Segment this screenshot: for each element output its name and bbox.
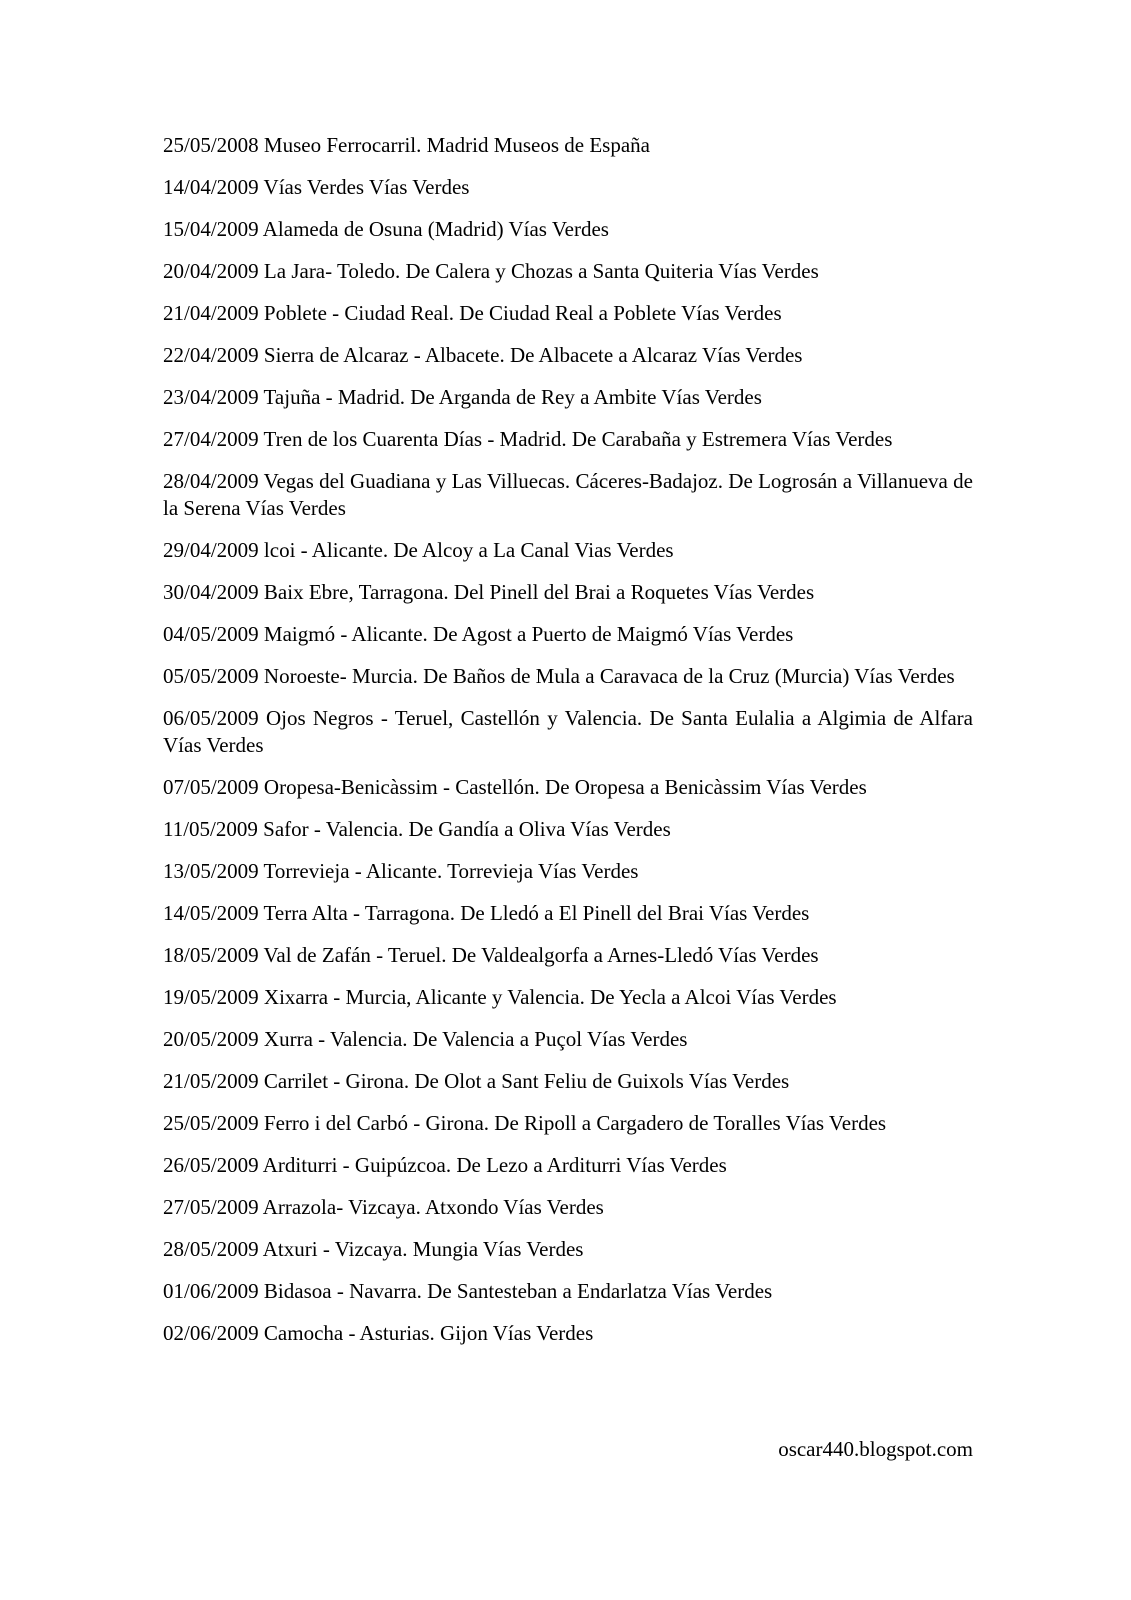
- list-item: [163, 300, 973, 327]
- entry-date: 20/05/2009: [163, 1027, 259, 1051]
- entry-text: Poblete - Ciudad Real. De Ciudad Real a Poblete Vías Verdes: [263, 301, 782, 325]
- entry-text: Noroeste- Murcia. De Baños de Mula a Caravaca de la Cruz (Murcia) Vías Verdes: [263, 664, 955, 688]
- list-item: [163, 1236, 973, 1263]
- entry-date: 28/04/2009: [163, 469, 259, 493]
- entry-date: 20/04/2009: [163, 259, 259, 283]
- list-item: [163, 174, 973, 201]
- entry-text: Sierra de Alcaraz - Albacete. De Albacete a Alcaraz Vías Verdes: [263, 343, 803, 367]
- entry-text: Vías Verdes Vías Verdes: [263, 175, 470, 199]
- entry-text: Tren de los Cuarenta Días - Madrid. De Carabaña y Estremera Vías Verdes: [263, 427, 893, 451]
- list-item: [163, 774, 973, 801]
- entry-date: 14/05/2009: [163, 901, 259, 925]
- entry-text: Bidasoa - Navarra. De Santesteban a Endarlatza Vías Verdes: [263, 1279, 773, 1303]
- entry-date: 30/04/2009: [163, 580, 259, 604]
- list-item: [163, 816, 973, 843]
- entry-date: 29/04/2009: [163, 538, 259, 562]
- entry-text: Museo Ferrocarril. Madrid Museos de España: [263, 133, 650, 157]
- entry-date: 21/05/2009: [163, 1069, 259, 1093]
- list-item: [163, 579, 973, 606]
- list-item: [163, 1068, 973, 1095]
- entry-date: 07/05/2009: [163, 775, 259, 799]
- entry-date: 25/05/2009: [163, 1111, 259, 1135]
- list-item: [163, 1278, 973, 1305]
- list-item: [163, 1320, 973, 1347]
- list-item: [163, 342, 973, 369]
- entry-text: Xurra - Valencia. De Valencia a Puçol Vías Verdes: [263, 1027, 688, 1051]
- entry-text: Vegas del Guadiana y Las Villuecas. Cáceres-Badajoz. De Logrosán a Villanueva de la Serena Vías Verdes: [163, 469, 973, 520]
- entry-date: 15/04/2009: [163, 217, 259, 241]
- entry-date: 13/05/2009: [163, 859, 259, 883]
- entry-text: Terra Alta - Tarragona. De Lledó a El Pinell del Brai Vías Verdes: [263, 901, 810, 925]
- entry-date: 19/05/2009: [163, 985, 259, 1009]
- entry-date: 22/04/2009: [163, 343, 259, 367]
- list-item: [163, 621, 973, 648]
- entry-date: 26/05/2009: [163, 1153, 259, 1177]
- entry-date: 02/06/2009: [163, 1321, 259, 1345]
- entry-date: 18/05/2009: [163, 943, 259, 967]
- entry-date: 05/05/2009: [163, 664, 259, 688]
- entry-date: 14/04/2009: [163, 175, 259, 199]
- entry-text: Tajuña - Madrid. De Arganda de Rey a Ambite Vías Verdes: [263, 385, 762, 409]
- entry-text: Oropesa-Benicàssim - Castellón. De Oropesa a Benicàssim Vías Verdes: [263, 775, 867, 799]
- entry-date: 11/05/2009: [163, 817, 258, 841]
- list-item: [163, 1152, 973, 1179]
- list-item: [163, 468, 973, 522]
- entry-text: Torrevieja - Alicante. Torrevieja Vías Verdes: [263, 859, 639, 883]
- entry-text: Val de Zafán - Teruel. De Valdealgorfa a Arnes-Lledó Vías Verdes: [263, 943, 819, 967]
- list-item: [163, 900, 973, 927]
- entry-text: Safor - Valencia. De Gandía a Oliva Vías Verdes: [263, 817, 671, 841]
- list-item: [163, 1026, 973, 1053]
- list-item: [163, 132, 973, 159]
- list-item: [163, 384, 973, 411]
- list-item: [163, 426, 973, 453]
- entry-text: La Jara- Toledo. De Calera y Chozas a Santa Quiteria Vías Verdes: [263, 259, 819, 283]
- entry-text: Carrilet - Girona. De Olot a Sant Feliu de Guixols Vías Verdes: [263, 1069, 790, 1093]
- entry-date: 04/05/2009: [163, 622, 259, 646]
- list-item: [163, 1194, 973, 1221]
- list-item: [163, 858, 973, 885]
- entry-date: 06/05/2009: [163, 706, 259, 730]
- list-item: [163, 537, 973, 564]
- entry-text: Camocha - Asturias. Gijon Vías Verdes: [263, 1321, 594, 1345]
- list-item: [163, 942, 973, 969]
- entry-text: Maigmó - Alicante. De Agost a Puerto de Maigmó Vías Verdes: [263, 622, 794, 646]
- list-item: [163, 1110, 973, 1137]
- entry-list: [163, 132, 973, 1362]
- entry-text: lcoi - Alicante. De Alcoy a La Canal Vias Verdes: [263, 538, 674, 562]
- entry-text: Alameda de Osuna (Madrid) Vías Verdes: [262, 217, 609, 241]
- entry-date: 01/06/2009: [163, 1279, 259, 1303]
- entry-text: Baix Ebre, Tarragona. Del Pinell del Brai a Roquetes Vías Verdes: [263, 580, 815, 604]
- list-item: [163, 984, 973, 1011]
- entry-date: 25/05/2008: [163, 133, 259, 157]
- entry-text: Ojos Negros - Teruel, Castellón y Valencia. De Santa Eulalia a Algimia de Alfara Vías Verdes: [163, 706, 973, 757]
- entry-date: 27/05/2009: [163, 1195, 259, 1219]
- entry-date: 21/04/2009: [163, 301, 259, 325]
- list-item: [163, 663, 973, 690]
- entry-date: 28/05/2009: [163, 1237, 259, 1261]
- entry-text: Arditurri - Guipúzcoa. De Lezo a Arditurri Vías Verdes: [262, 1153, 727, 1177]
- entry-date: 23/04/2009: [163, 385, 259, 409]
- footer-site: oscar440.blogspot.com: [778, 1437, 973, 1461]
- list-item: [163, 705, 973, 759]
- entry-text: Atxuri - Vizcaya. Mungia Vías Verdes: [262, 1237, 584, 1261]
- entry-text: Arrazola- Vizcaya. Atxondo Vías Verdes: [262, 1195, 604, 1219]
- entry-text: Ferro i del Carbó - Girona. De Ripoll a Cargadero de Toralles Vías Verdes: [263, 1111, 887, 1135]
- list-item: [163, 216, 973, 243]
- list-item: [163, 258, 973, 285]
- entry-text: Xixarra - Murcia, Alicante y Valencia. De Yecla a Alcoi Vías Verdes: [263, 985, 837, 1009]
- entry-date: 27/04/2009: [163, 427, 259, 451]
